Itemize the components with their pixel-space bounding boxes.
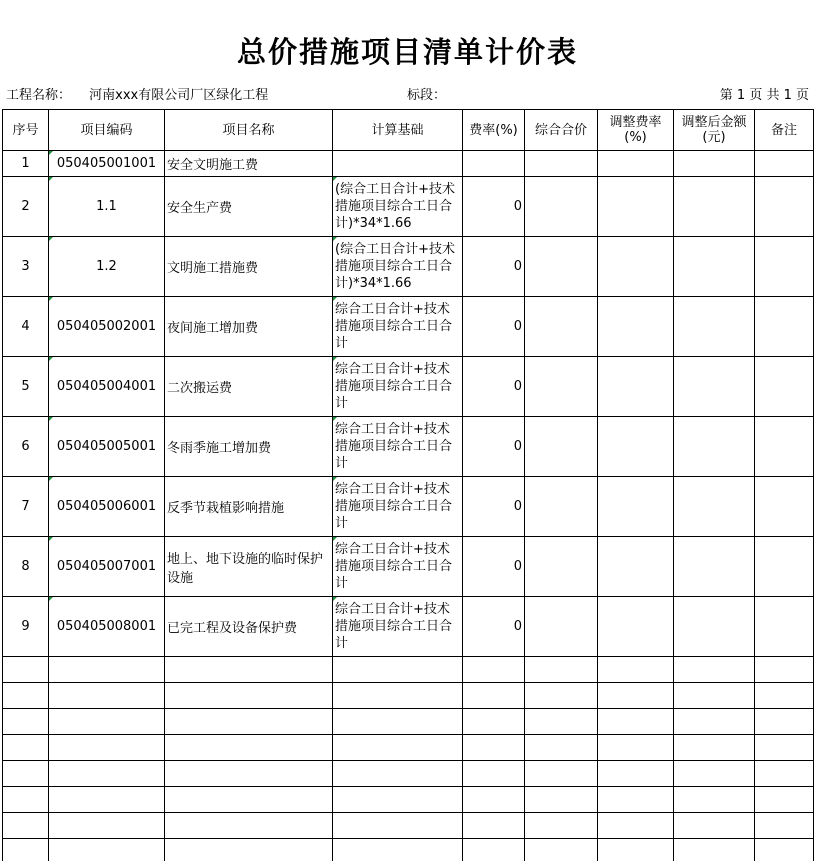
cell-total[interactable]: [525, 177, 598, 237]
cell-name[interactable]: 反季节栽植影响措施: [165, 477, 333, 537]
empty-cell[interactable]: [674, 787, 755, 813]
empty-cell[interactable]: [333, 787, 463, 813]
empty-cell[interactable]: [49, 657, 165, 683]
cell-basis[interactable]: 综合工日合计+技术措施项目综合工日合计: [333, 477, 463, 537]
empty-cell[interactable]: [755, 709, 814, 735]
cell-no[interactable]: 7: [3, 477, 49, 537]
cell-total[interactable]: [525, 597, 598, 657]
cell-no[interactable]: 5: [3, 357, 49, 417]
cell-no[interactable]: 3: [3, 237, 49, 297]
empty-cell[interactable]: [3, 761, 49, 787]
empty-cell[interactable]: [3, 813, 49, 839]
empty-cell[interactable]: [463, 787, 525, 813]
page-title: 总价措施项目清单计价表: [236, 35, 578, 69]
comment-marker-icon: [49, 417, 53, 421]
cell-adjusted-rate[interactable]: [598, 151, 674, 177]
cell-total[interactable]: [525, 297, 598, 357]
cell-basis[interactable]: 综合工日合计+技术措施项目综合工日合计: [333, 297, 463, 357]
empty-cell[interactable]: [674, 657, 755, 683]
cell-basis[interactable]: 综合工日合计+技术措施项目综合工日合计: [333, 537, 463, 597]
cell-adjusted-rate[interactable]: [598, 297, 674, 357]
cell-total[interactable]: [525, 357, 598, 417]
cell-adjusted-amount[interactable]: [674, 297, 755, 357]
empty-cell[interactable]: [525, 761, 598, 787]
empty-cell[interactable]: [755, 839, 814, 862]
empty-cell[interactable]: [755, 735, 814, 761]
empty-cell[interactable]: [49, 735, 165, 761]
cell-adjusted-amount[interactable]: [674, 177, 755, 237]
empty-cell[interactable]: [463, 839, 525, 862]
section-label: 标段：: [407, 88, 447, 103]
comment-marker-icon: [333, 537, 337, 541]
empty-cell[interactable]: [165, 787, 333, 813]
cell-code[interactable]: 1.2: [49, 237, 165, 297]
empty-cell[interactable]: [3, 657, 49, 683]
cell-adjusted-amount[interactable]: [674, 597, 755, 657]
table-row: [3, 297, 814, 357]
cell-name[interactable]: 冬雨季施工增加费: [165, 417, 333, 477]
empty-cell[interactable]: [755, 657, 814, 683]
empty-cell[interactable]: [674, 761, 755, 787]
col-header-code[interactable]: 项目编码: [49, 110, 165, 151]
empty-cell[interactable]: [598, 657, 674, 683]
cell-total[interactable]: [525, 151, 598, 177]
cell-adjusted-amount[interactable]: [674, 477, 755, 537]
active-row-marker: [3, 417, 4, 476]
empty-row: [3, 657, 814, 683]
empty-cell[interactable]: [674, 839, 755, 862]
empty-cell[interactable]: [755, 761, 814, 787]
empty-cell[interactable]: [598, 709, 674, 735]
cell-remark[interactable]: [755, 597, 814, 657]
empty-cell[interactable]: [165, 761, 333, 787]
empty-cell[interactable]: [333, 683, 463, 709]
empty-cell[interactable]: [598, 735, 674, 761]
cell-name[interactable]: 文明施工措施费: [165, 237, 333, 297]
empty-cell[interactable]: [49, 839, 165, 862]
empty-cell[interactable]: [525, 839, 598, 862]
cell-no[interactable]: 1: [3, 151, 49, 177]
empty-row: [3, 683, 814, 709]
cell-rate[interactable]: 0: [463, 297, 525, 357]
cell-adjusted-rate[interactable]: [598, 597, 674, 657]
empty-cell[interactable]: [165, 709, 333, 735]
table-row: [3, 417, 814, 477]
cell-basis[interactable]: [333, 151, 463, 177]
comment-marker-icon: [49, 477, 53, 481]
empty-cell[interactable]: [3, 735, 49, 761]
cell-name[interactable]: 夜间施工增加费: [165, 297, 333, 357]
cell-adjusted-amount[interactable]: [674, 357, 755, 417]
cell-code[interactable]: 050405007001: [49, 537, 165, 597]
empty-cell[interactable]: [598, 839, 674, 862]
cell-basis[interactable]: 综合工日合计+技术措施项目综合工日合计: [333, 597, 463, 657]
comment-marker-icon: [49, 237, 53, 241]
empty-cell[interactable]: [463, 735, 525, 761]
table-row: [3, 477, 814, 537]
col-header-basis[interactable]: 计算基础: [333, 110, 463, 151]
empty-cell[interactable]: [3, 787, 49, 813]
empty-cell[interactable]: [165, 657, 333, 683]
cell-remark[interactable]: [755, 417, 814, 477]
cell-code[interactable]: 050405001001: [49, 151, 165, 177]
empty-cell[interactable]: [49, 813, 165, 839]
empty-cell[interactable]: [3, 709, 49, 735]
cell-no[interactable]: 6: [3, 417, 49, 477]
cell-name[interactable]: 安全文明施工费: [165, 151, 333, 177]
measures-table: [2, 109, 814, 861]
table-row: [3, 151, 814, 177]
empty-cell[interactable]: [463, 709, 525, 735]
cell-basis[interactable]: (综合工日合计+技术措施项目综合工日合计)*34*1.66: [333, 177, 463, 237]
comment-marker-icon: [49, 597, 53, 601]
table-row: [3, 357, 814, 417]
empty-cell[interactable]: [333, 709, 463, 735]
cell-adjusted-rate[interactable]: [598, 177, 674, 237]
comment-marker-icon: [333, 297, 337, 301]
empty-cell[interactable]: [598, 683, 674, 709]
empty-cell[interactable]: [3, 839, 49, 862]
project-info: [6, 84, 268, 103]
cell-adjusted-rate[interactable]: [598, 357, 674, 417]
cell-rate[interactable]: 0: [463, 177, 525, 237]
table-row: [3, 597, 814, 657]
cell-adjusted-amount[interactable]: [674, 537, 755, 597]
empty-cell[interactable]: [463, 813, 525, 839]
empty-cell[interactable]: [525, 787, 598, 813]
page-info: 第 1 页 共 1 页: [719, 88, 809, 103]
cell-code[interactable]: 050405008001: [49, 597, 165, 657]
cell-name[interactable]: 安全生产费: [165, 177, 333, 237]
table-row: [3, 237, 814, 297]
cell-code[interactable]: 050405005001: [49, 417, 165, 477]
empty-cell[interactable]: [674, 683, 755, 709]
empty-row: [3, 839, 814, 862]
cell-basis[interactable]: (综合工日合计+技术措施项目综合工日合计)*34*1.66: [333, 237, 463, 297]
empty-cell[interactable]: [333, 735, 463, 761]
empty-cell[interactable]: [525, 683, 598, 709]
col-header-total[interactable]: 综合合价: [525, 110, 598, 151]
cell-remark[interactable]: [755, 357, 814, 417]
cell-rate[interactable]: 0: [463, 417, 525, 477]
empty-cell[interactable]: [49, 709, 165, 735]
cell-code[interactable]: 050405002001: [49, 297, 165, 357]
table-header-row: [3, 110, 814, 151]
cell-adjusted-rate[interactable]: [598, 237, 674, 297]
empty-cell[interactable]: [525, 813, 598, 839]
comment-marker-icon: [333, 357, 337, 361]
cell-adjusted-amount[interactable]: [674, 151, 755, 177]
comment-marker-icon: [49, 151, 53, 155]
empty-row: [3, 709, 814, 735]
empty-cell[interactable]: [525, 735, 598, 761]
cell-name[interactable]: 二次搬运费: [165, 357, 333, 417]
cell-remark[interactable]: [755, 237, 814, 297]
col-header-no[interactable]: 序号: [3, 110, 49, 151]
empty-cell[interactable]: [165, 813, 333, 839]
cell-name[interactable]: 地上、地下设施的临时保护设施: [165, 537, 333, 597]
empty-cell[interactable]: [525, 709, 598, 735]
empty-cell[interactable]: [755, 813, 814, 839]
cell-no[interactable]: 9: [3, 597, 49, 657]
cell-rate[interactable]: [463, 151, 525, 177]
project-label: 工程名称：: [6, 88, 72, 103]
cell-total[interactable]: [525, 237, 598, 297]
cell-rate[interactable]: 0: [463, 597, 525, 657]
empty-cell[interactable]: [463, 657, 525, 683]
comment-marker-icon: [333, 417, 337, 421]
empty-cell[interactable]: [598, 787, 674, 813]
empty-cell[interactable]: [333, 839, 463, 862]
cell-code[interactable]: 050405006001: [49, 477, 165, 537]
empty-cell[interactable]: [755, 787, 814, 813]
cell-basis[interactable]: 综合工日合计+技术措施项目综合工日合计: [333, 357, 463, 417]
col-header-adjusted-rate[interactable]: 调整费率(%): [598, 110, 674, 151]
cell-rate[interactable]: 0: [463, 237, 525, 297]
empty-cell[interactable]: [165, 839, 333, 862]
cell-basis[interactable]: 综合工日合计+技术措施项目综合工日合计: [333, 417, 463, 477]
comment-marker-icon: [49, 537, 53, 541]
col-header-name[interactable]: 项目名称: [165, 110, 333, 151]
comment-marker-icon: [333, 597, 337, 601]
empty-cell[interactable]: [525, 657, 598, 683]
col-header-adjusted-amount[interactable]: 调整后金额(元): [674, 110, 755, 151]
empty-cell[interactable]: [333, 657, 463, 683]
cell-rate[interactable]: 0: [463, 537, 525, 597]
col-header-rate[interactable]: 费率(%): [463, 110, 525, 151]
cell-no[interactable]: 4: [3, 297, 49, 357]
empty-row: [3, 813, 814, 839]
cell-adjusted-rate[interactable]: [598, 477, 674, 537]
empty-cell[interactable]: [49, 683, 165, 709]
cell-name[interactable]: 已完工程及设备保护费: [165, 597, 333, 657]
cell-no[interactable]: 8: [3, 537, 49, 597]
empty-cell[interactable]: [49, 787, 165, 813]
empty-cell[interactable]: [333, 813, 463, 839]
cell-total[interactable]: [525, 477, 598, 537]
empty-cell[interactable]: [49, 761, 165, 787]
comment-marker-icon: [49, 297, 53, 301]
empty-cell[interactable]: [333, 761, 463, 787]
cell-no[interactable]: 2: [3, 177, 49, 237]
cell-rate[interactable]: 0: [463, 357, 525, 417]
comment-marker-icon: [333, 477, 337, 481]
cell-code[interactable]: 050405004001: [49, 357, 165, 417]
comment-marker-icon: [49, 177, 53, 181]
cell-adjusted-amount[interactable]: [674, 417, 755, 477]
cell-remark[interactable]: [755, 151, 814, 177]
empty-cell[interactable]: [598, 761, 674, 787]
cell-remark[interactable]: [755, 297, 814, 357]
empty-cell[interactable]: [755, 683, 814, 709]
empty-cell[interactable]: [165, 683, 333, 709]
cell-code[interactable]: 1.1: [49, 177, 165, 237]
cell-adjusted-rate[interactable]: [598, 417, 674, 477]
cell-rate[interactable]: 0: [463, 477, 525, 537]
cell-adjusted-amount[interactable]: [674, 237, 755, 297]
empty-cell[interactable]: [674, 735, 755, 761]
empty-cell[interactable]: [463, 683, 525, 709]
empty-row: [3, 735, 814, 761]
project-name[interactable]: 河南xxx有限公司厂区绿化工程: [89, 88, 269, 103]
cell-remark[interactable]: [755, 537, 814, 597]
empty-cell[interactable]: [463, 761, 525, 787]
cell-adjusted-rate[interactable]: [598, 537, 674, 597]
empty-cell[interactable]: [165, 735, 333, 761]
comment-marker-icon: [333, 237, 337, 241]
empty-cell[interactable]: [598, 813, 674, 839]
table-row: [3, 177, 814, 237]
cell-total[interactable]: [525, 417, 598, 477]
col-header-remark[interactable]: 备注: [755, 110, 814, 151]
empty-row: [3, 761, 814, 787]
empty-cell[interactable]: [674, 709, 755, 735]
cell-remark[interactable]: [755, 177, 814, 237]
empty-row: [3, 787, 814, 813]
comment-marker-icon: [333, 177, 337, 181]
table-row: [3, 537, 814, 597]
empty-cell[interactable]: [674, 813, 755, 839]
empty-cell[interactable]: [3, 683, 49, 709]
cell-total[interactable]: [525, 537, 598, 597]
cell-remark[interactable]: [755, 477, 814, 537]
comment-marker-icon: [49, 357, 53, 361]
